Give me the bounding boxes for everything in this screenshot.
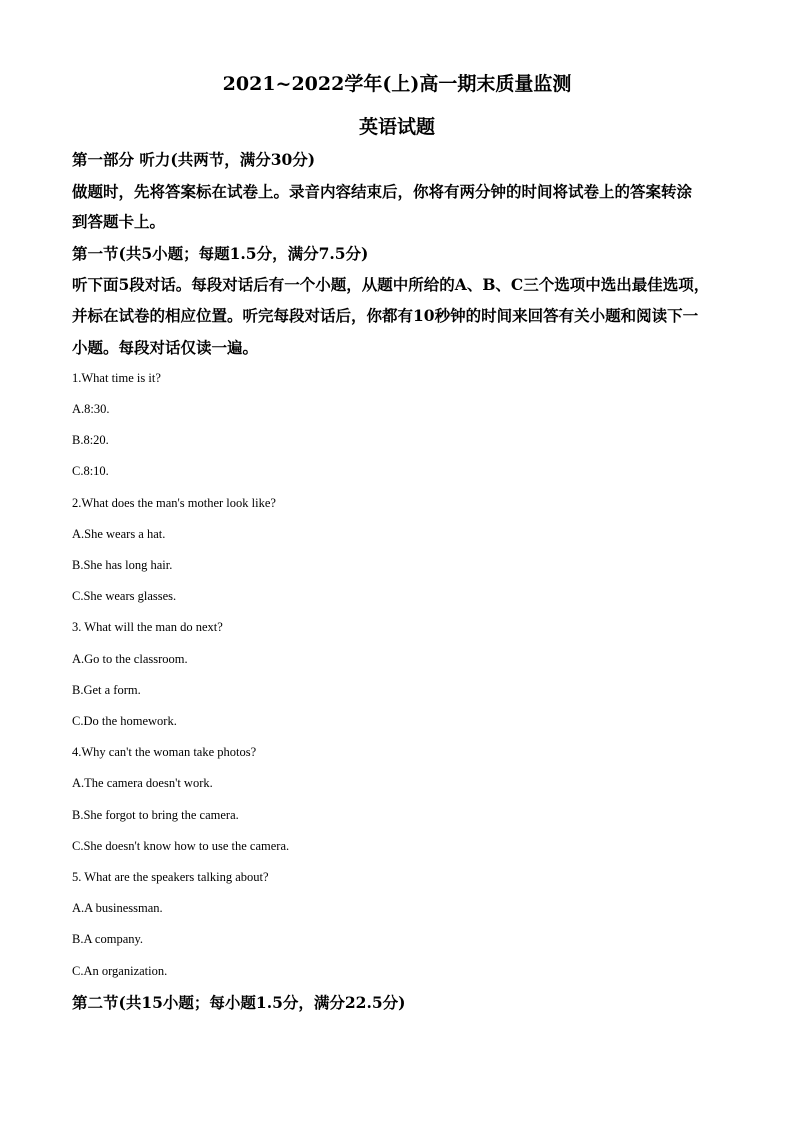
section1-heading: 第一节(共5小题；每题1.5分，满分7.5分) [72,244,369,263]
part1-heading: 第一部分 听力(共两节，满分30分) [72,150,316,169]
question-option: B.She has long hair. [72,558,173,572]
question-option: C.8:10. [72,464,109,478]
question-stem: 2.What does the man's mother look like? [72,496,276,510]
question-option: A.Go to the classroom. [72,652,188,666]
section1-instruction-line: 并标在试卷的相应位置。听完每段对话后，你都有10秒钟的时间来回答有关小题和阅读下一 [72,306,699,325]
question-option: B.8:20. [72,433,109,447]
section1-instruction-line: 小题。每段对话仅读一遍。 [72,338,259,357]
question-option: C.She wears glasses. [72,589,177,603]
question-stem: 5. What are the speakers talking about? [72,870,269,884]
question-option: C.An organization. [72,964,168,978]
part1-instruction-line: 做题时，先将答案标在试卷上。录音内容结束后，你将有两分钟的时间将试卷上的答案转涂 [72,182,693,201]
question-option: A.A businessman. [72,901,163,915]
exam-subject: 英语试题 [358,116,435,138]
question-option: A.She wears a hat. [72,527,166,541]
question-option: A.8:30. [72,402,110,416]
question-option: C.Do the homework. [72,714,177,728]
question-option: C.She doesn't know how to use the camera. [72,839,290,853]
question-stem: 1.What time is it? [72,371,161,385]
question-option: B.A company. [72,932,144,946]
question-option: B.Get a form. [72,683,141,697]
question-stem: 3. What will the man do next? [72,620,223,634]
question-option: B.She forgot to bring the camera. [72,808,239,822]
section2-heading: 第二节(共15小题；每小题1.5分，满分22.5分) [72,993,406,1012]
question-stem: 4.Why can't the woman take photos? [72,745,257,759]
question-option: A.The camera doesn't work. [72,776,213,790]
section1-instruction-line: 听下面5段对话。每段对话后有一个小题，从题中所给的A、B、C三个选项中选出最佳选项， [72,275,710,294]
exam-title: 2021~2022学年(上)高一期末质量监测 [222,73,572,95]
part1-instruction-line: 到答题卡上。 [72,212,166,231]
